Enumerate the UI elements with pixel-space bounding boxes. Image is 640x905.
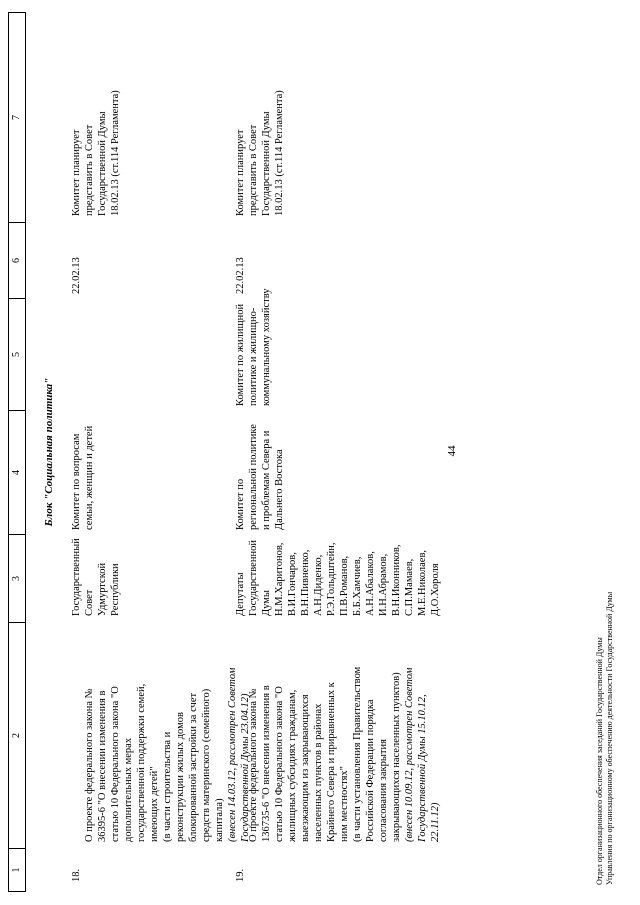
bill-description: О проекте федерального закона № 136735-6 "О внесении изменения в статью 10 Федерального закона "О жилищных субсидиях гражданам, выезжающим из закрывающихся населенных пунктов в районах Крайнего Севера и приравненных к ним местностях" (в части установления Правительством Российской Федерации порядка согласования закрытия закрывающихся населенных пунктов) <box>248 666 402 842</box>
footer-line: Управления по организационному обеспечению деятельности Государственной Думы <box>605 591 614 885</box>
column-number: 7 <box>9 13 25 223</box>
bill-note: (внесен 10.09.12, рассмотрен Советом Государственной Думы 15.10.12, 22.11.12) <box>404 667 441 842</box>
responsible-committee: Комитет по региональной политике и проблемам Севера и Дальнего Востока <box>235 424 285 530</box>
column-number-header <box>8 12 26 892</box>
column-number: 6 <box>9 223 25 299</box>
column-number: 1 <box>11 867 22 873</box>
column-number: 5 <box>9 299 25 411</box>
row-number: 19. <box>235 868 246 882</box>
footer-line: Отдел организационного обеспечения заседаний Государственной Думы <box>595 637 604 885</box>
bill-note: (внесен 14.03.12, рассмотрен Советом Государственной Думы 23.04.12) <box>227 667 251 842</box>
co-executor-committee: Комитет по жилищной политике и жилищно-коммунальному хозяйству <box>235 288 272 406</box>
plan-note: Комитет планирует представить в Совет Государственной Думы 18.02.13 (ст.114 Регламента) <box>235 90 285 216</box>
initiator: Государственный Совет Удмуртской Республики <box>71 538 121 616</box>
initiator: Депутаты Государственной Думы Н.М.Харитонов, В.И.Гончаров, В.Н.Пивненко, А.Н.Диденко, Р.Э.Гольдштейн, П.В.Романов, Б.Б.Хамчиев, А.Н.Абалаков, И.Н.Абрамов, В.Н.Иконников, С.П.Мамаев, М.Е.Николаев, Д.О.Хороля <box>235 540 441 616</box>
column-number: 2 <box>9 623 25 849</box>
column-number: 4 <box>9 411 25 535</box>
deadline-date: 22.02.13 <box>71 257 82 294</box>
footer <box>595 592 615 885</box>
bill-title <box>234 666 455 842</box>
block-title: Блок "Социальная политика" <box>43 377 55 527</box>
column-number: 3 <box>9 535 25 623</box>
bill-description: О проекте федерального закона № 36395-6 "О внесении изменения в статью 10 Федерального закона "О дополнительных мерах государственной поддержки семей, имеющих детей" (в части строительства и реконструкции жилых домов блокированной застройки за счет средств материнского (семейного) капитала) <box>84 683 225 842</box>
agenda-table <box>8 12 441 892</box>
table-row <box>234 12 441 892</box>
plan-note: Комитет планирует представить в Совет Государственной Думы 18.02.13 (ст.114 Регламента) <box>71 90 121 216</box>
row-number: 18. <box>71 868 82 882</box>
page-number: 44 <box>446 445 458 457</box>
deadline-date: 22.02.13 <box>235 257 246 294</box>
responsible-committee: Комитет по вопросам семьи, женщин и детей <box>71 425 95 530</box>
